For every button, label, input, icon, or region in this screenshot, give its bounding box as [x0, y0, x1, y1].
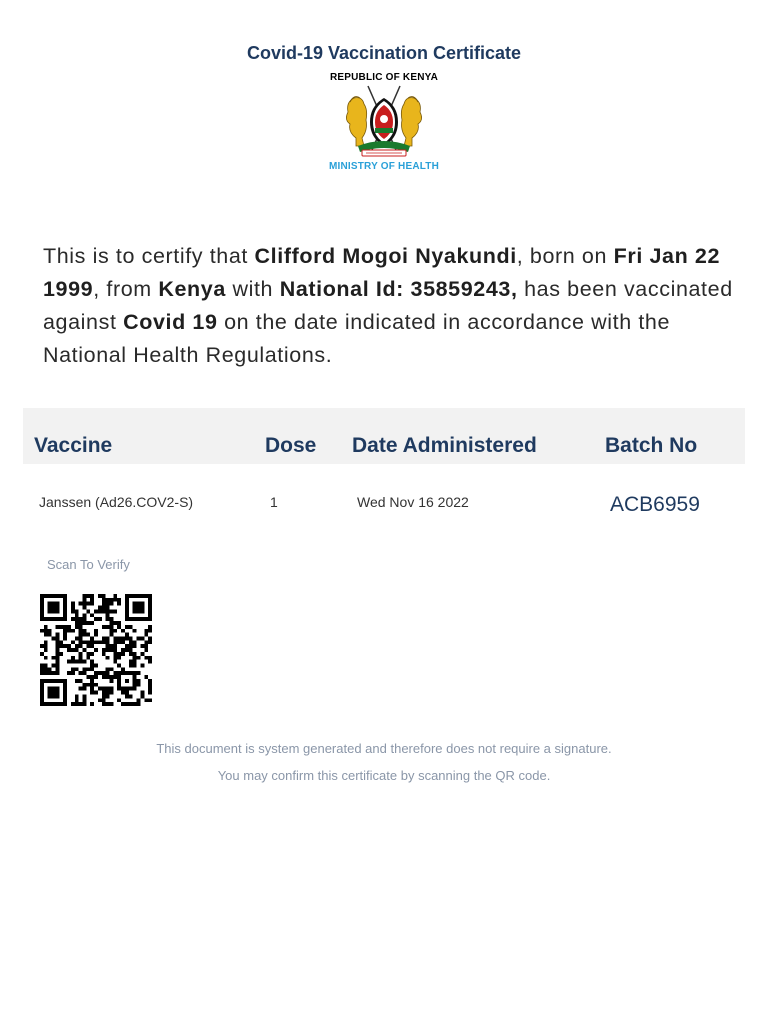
footer-note-signature: This document is system generated and therefore does not require a signature. — [156, 741, 612, 756]
ministry-label: MINISTRY OF HEALTH — [328, 161, 440, 172]
scan-to-verify-label: Scan To Verify — [47, 557, 130, 572]
kenya-coat-of-arms-icon — [338, 84, 430, 160]
qr-code-icon[interactable] — [37, 594, 155, 706]
disease: Covid 19 — [123, 310, 218, 334]
cert-text-part: with — [225, 277, 280, 301]
cert-text-part: has been vaccinated against — [43, 277, 733, 334]
header-date-administered: Date Administered — [352, 434, 537, 457]
national-id: National Id: 35859243, — [279, 277, 518, 301]
holder-name: Clifford Mogoi Nyakundi — [254, 244, 517, 268]
date-administered: Wed Nov 16 2022 — [357, 494, 469, 510]
batch-number: ACB6959 — [610, 493, 700, 516]
republic-label: REPUBLIC OF KENYA — [329, 72, 439, 83]
cert-text-part: , born on — [516, 244, 614, 268]
country: Kenya — [158, 277, 226, 301]
certification-statement — [43, 240, 733, 372]
header-vaccine: Vaccine — [34, 434, 113, 457]
cert-text-part: This is to certify that — [43, 244, 255, 268]
header-batch-no: Batch No — [605, 434, 698, 457]
certificate-title: Covid-19 Vaccination Certificate — [246, 43, 522, 63]
cert-text-part: on the date indicated in accordance with the National Health Regulations. — [43, 310, 671, 367]
dose-number: 1 — [270, 494, 278, 510]
header-dose: Dose — [265, 434, 317, 457]
footer-note-qr: You may confirm this certificate by scanning the QR code. — [217, 768, 551, 783]
date-of-birth: Fri Jan 22 1999 — [43, 244, 721, 301]
vaccine-name: Janssen (Ad26.COV2-S) — [39, 494, 194, 510]
vaccination-table-header — [23, 408, 745, 464]
cert-text-part: , from — [93, 277, 159, 301]
